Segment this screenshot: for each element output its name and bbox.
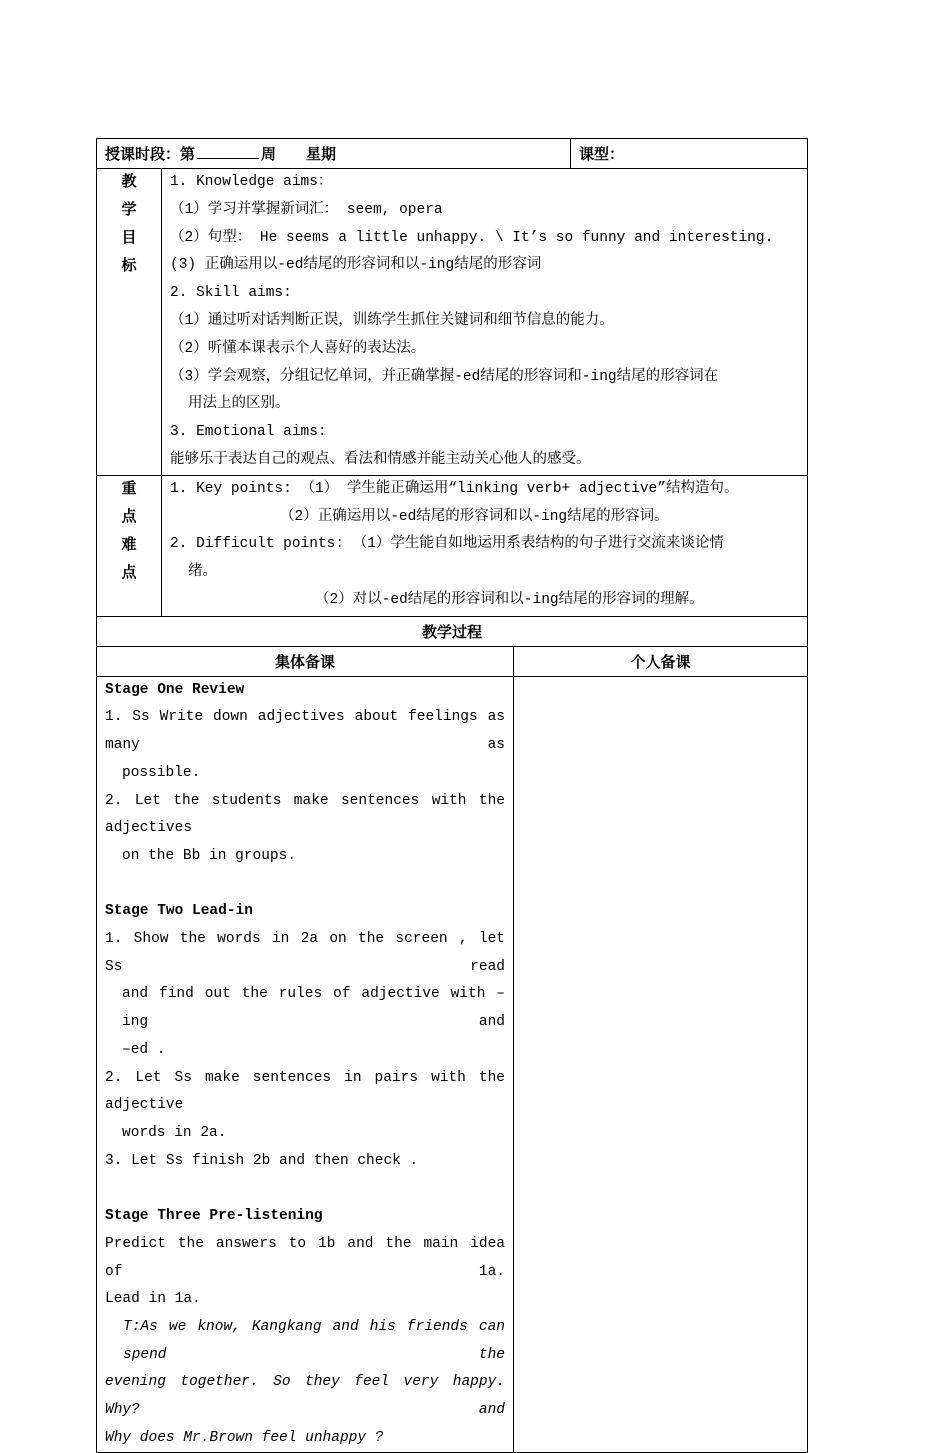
key-points-side-label: 重 点 难 点 <box>97 475 162 616</box>
objective-line: （2）听懂本课表示个人喜好的表达法。 <box>170 340 426 357</box>
objective-line: 1. Knowledge aims： <box>170 174 333 190</box>
lesson-type-cell <box>571 139 808 169</box>
process-title: 教学过程 <box>97 616 808 646</box>
stage-title: Stage Two Lead-in <box>105 903 253 920</box>
stage-line: words in 2a. <box>122 1125 227 1141</box>
stage-line: 2. Let the students make sentences with the adjectives <box>105 792 505 837</box>
week-label: 周 <box>261 147 277 164</box>
stage-line: Predict the answers to 1b and the main idea of 1a. <box>105 1235 505 1280</box>
objectives-content <box>162 169 808 476</box>
objective-line: （1）通过听对话判断正误，训练学生抓住关键词和细节信息的能力。 <box>170 312 614 329</box>
stage-line: on the Bb in groups. <box>122 847 297 864</box>
key-point-line: 1. Key points: （1） 学生能正确运用“linking verb+ adjective”结构造句。 <box>170 480 739 497</box>
stage-line: 3. Let Ss finish 2b and then check . <box>105 1152 419 1169</box>
process-columns-row <box>97 646 808 676</box>
key-point-line: 2. Difficult points: （1）学生能自如地运用系表结构的句子进行交流来谈论情 <box>170 536 724 553</box>
process-title-row <box>97 616 808 646</box>
lesson-type-label: 课型： <box>579 147 625 164</box>
period-label: 授课时段：第 <box>105 147 196 164</box>
stage-line: –ed . <box>122 1041 166 1058</box>
objectives-side-label: 教 学 目 标 <box>97 169 162 476</box>
key-point-line: （2）对以-ed结尾的形容词和以-ing结尾的形容词的理解。 <box>315 591 704 608</box>
objective-line: （3）学会观察，分组记忆单词，并正确掌握-ed结尾的形容词和-ing结尾的形容词在 <box>170 368 719 385</box>
stage-line: 1. Show the words in 2a on the screen , let Ss read <box>105 931 505 975</box>
col-group-header: 集体备课 <box>97 646 514 676</box>
objective-line: 能够乐于表达自己的观点、看法和情感并能主动关心他人的感受。 <box>170 451 591 468</box>
stage-line: possible. <box>122 764 201 781</box>
stage-line: evening together. So they feel very happy. Why? and <box>105 1374 505 1419</box>
stage-line: Why does Mr.Brown feel unhappy ? <box>105 1429 384 1446</box>
objective-line: （2）句型： He seems a little unhappy. \ It’s so funny and interesting. <box>170 229 774 246</box>
lesson-plan-table <box>96 138 808 1453</box>
stage-line: Lead in 1a. <box>105 1291 201 1308</box>
header-row <box>97 139 808 169</box>
objectives-row <box>97 169 808 476</box>
stage-line: and find out the rules of adjective with –ing and <box>122 986 505 1031</box>
key-points-row <box>97 475 808 616</box>
objective-line: （1）学习并掌握新词汇： seem, opera <box>170 201 443 218</box>
key-point-line: （2）正确运用以-ed结尾的形容词和以-ing结尾的形容词。 <box>280 508 669 525</box>
key-points-content <box>162 475 808 616</box>
objective-line: 用法上的区别。 <box>188 396 290 413</box>
process-body-row <box>97 676 808 1453</box>
stage-title: Stage One Review <box>105 681 245 698</box>
stage-title: Stage Three Pre-listening <box>105 1208 323 1225</box>
stage-line: 2. Let Ss make sentences in pairs with the adjective <box>105 1069 505 1114</box>
objective-line: (3) 正确运用以-ed结尾的形容词和以-ing结尾的形容词 <box>170 257 542 274</box>
lesson-plan-sheet <box>96 138 807 1453</box>
day-label: 星期 <box>306 147 337 164</box>
key-point-line: 绪。 <box>188 564 217 581</box>
objective-line: 3. Emotional aims: <box>170 424 327 441</box>
col-personal-header: 个人备课 <box>514 646 808 676</box>
week-number-blank[interactable] <box>197 144 259 159</box>
stage-line: 1. Ss Write down adjectives about feelings as many as <box>105 709 505 754</box>
objective-line: 2. Skill aims: <box>170 285 292 302</box>
stage-line: T:As we know, Kangkang and his friends can spend the <box>123 1318 505 1363</box>
personal-plan-content[interactable] <box>514 676 808 1453</box>
group-plan-content <box>97 676 514 1453</box>
period-cell <box>97 139 571 169</box>
